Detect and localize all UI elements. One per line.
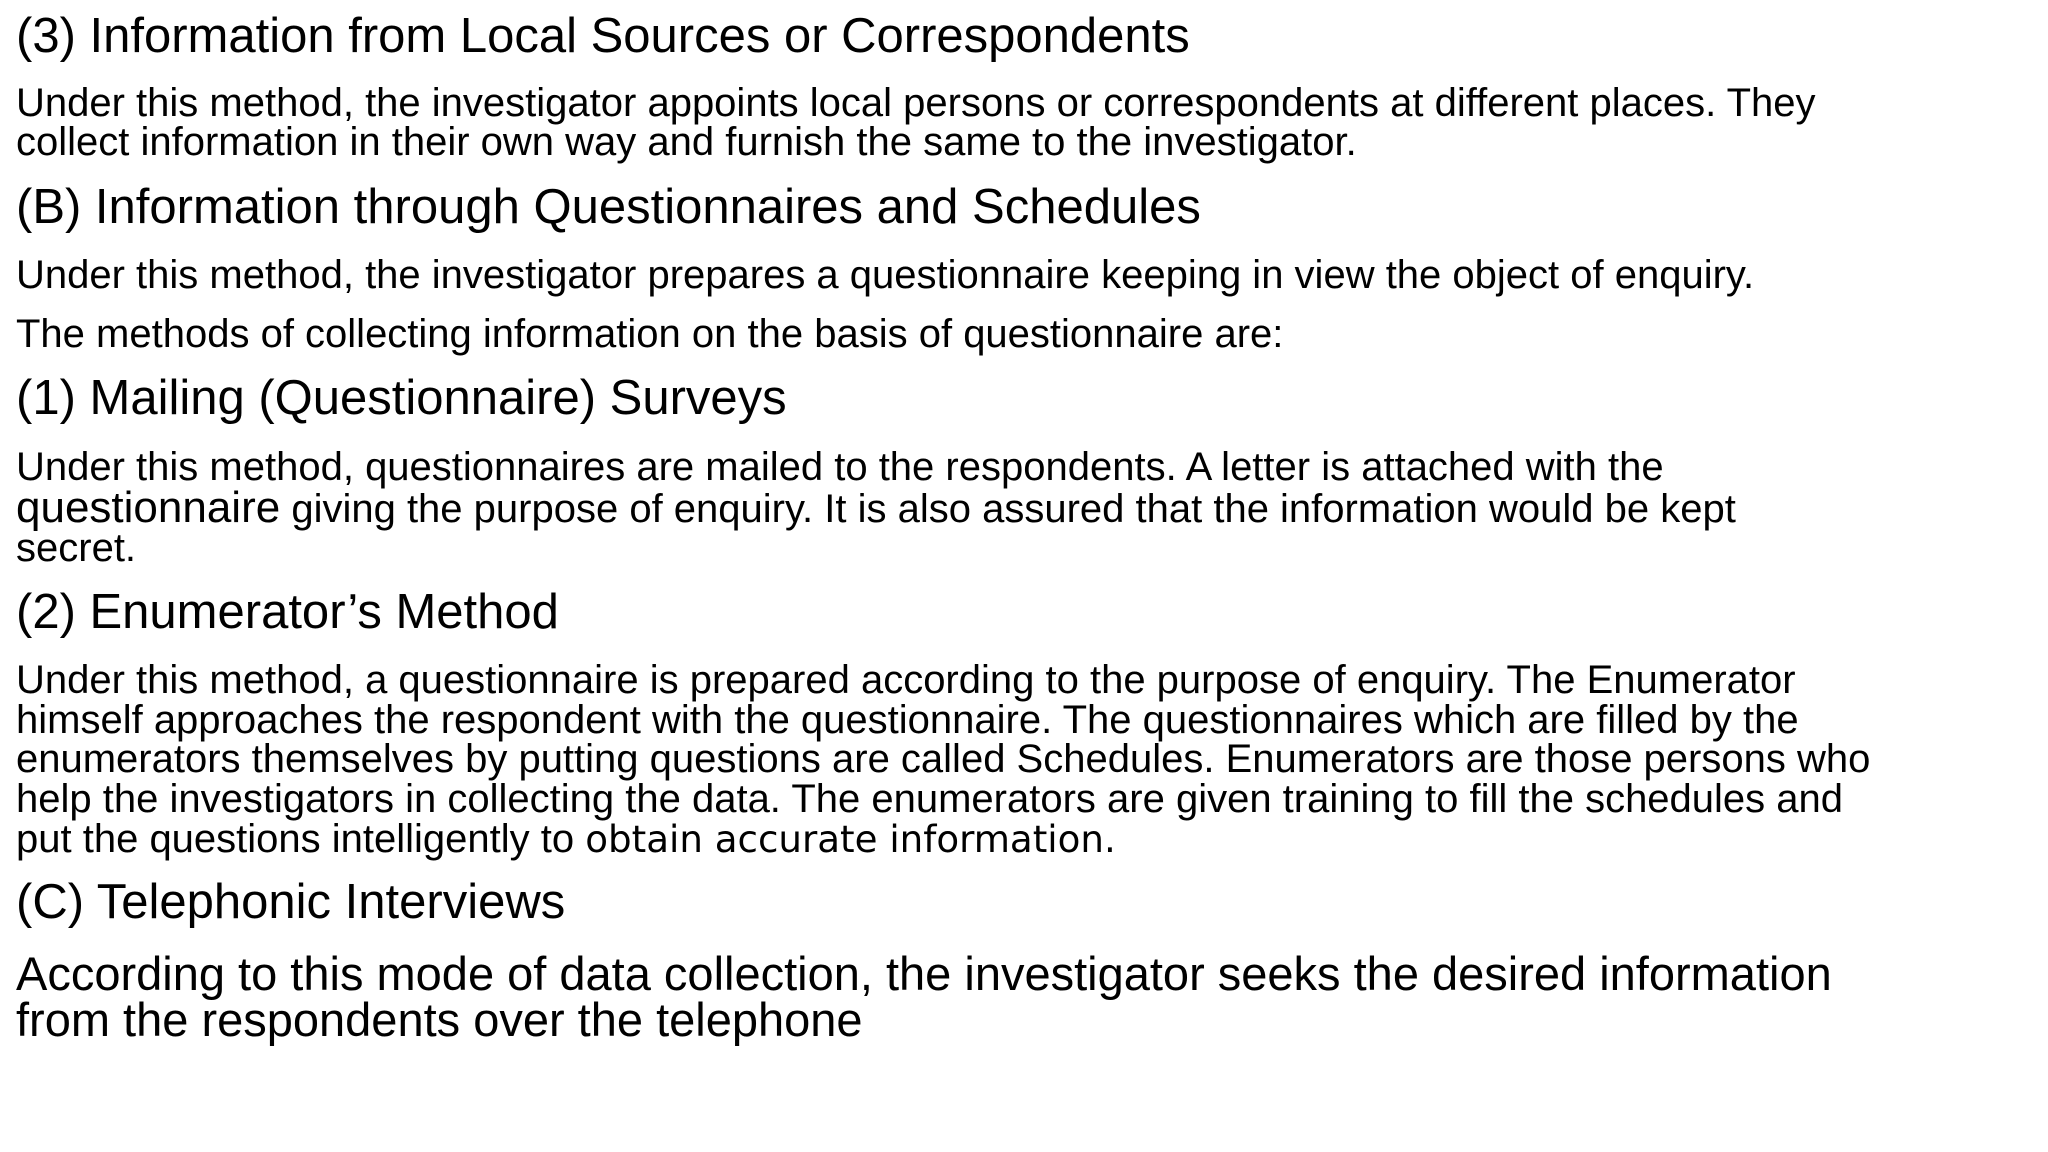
enumerator-line-1: Under this method, a questionnaire is prepared according to the purpose of enquiry. The Enumerator xyxy=(16,658,1796,702)
heading-telephonic-interviews: (C) Telephonic Interviews xyxy=(16,875,566,929)
enumerator-line-5-start: put the questions intelligently to xyxy=(16,817,586,861)
questionnaires-line-2: The methods of collecting information on the basis of questionnaire are: xyxy=(16,312,1284,356)
telephonic-line-1: According to this mode of data collection, the investigator seeks the desired information xyxy=(16,947,1832,1000)
enumerator-line-3: enumerators themselves by putting questions are called Schedules. Enumerators are those persons who xyxy=(16,737,1871,781)
mailing-line-1: Under this method, questionnaires are mailed to the respondents. A letter is attached with the xyxy=(16,445,1664,489)
mailing-line-3: secret. xyxy=(16,526,137,570)
local-sources-line-2: collect information in their own way and furnish the same to the investigator. xyxy=(16,120,1357,164)
heading-enumerator-method: (2) Enumerator’s Method xyxy=(16,585,559,639)
telephonic-line-2: from the respondents over the telephone xyxy=(16,993,863,1046)
mailing-line-2-word: questionnaire xyxy=(16,483,281,532)
questionnaires-line-1: Under this method, the investigator prepares a questionnaire keeping in view the object of enquiry. xyxy=(16,253,1755,297)
local-sources-line-1: Under this method, the investigator appoints local persons or correspondents at different places. They xyxy=(16,81,1816,125)
enumerator-line-4: help the investigators in collecting the data. The enumerators are given training to fill the schedules and xyxy=(16,777,1844,821)
mailing-line-2-rest: giving the purpose of enquiry. It is also assured that the information would be kept xyxy=(280,487,1736,531)
heading-mailing-surveys: (1) Mailing (Questionnaire) Surveys xyxy=(16,371,787,425)
enumerator-line-5 xyxy=(16,819,1116,859)
enumerator-line-2: himself approaches the respondent with the questionnaire. The questionnaires which are filled by the xyxy=(16,698,1799,742)
heading-questionnaires: (B) Information through Questionnaires and Schedules xyxy=(16,180,1201,234)
heading-local-sources: (3) Information from Local Sources or Correspondents xyxy=(16,9,1190,63)
enumerator-line-5-end: obtain accurate information. xyxy=(585,817,1116,861)
mailing-line-2 xyxy=(16,483,1736,532)
